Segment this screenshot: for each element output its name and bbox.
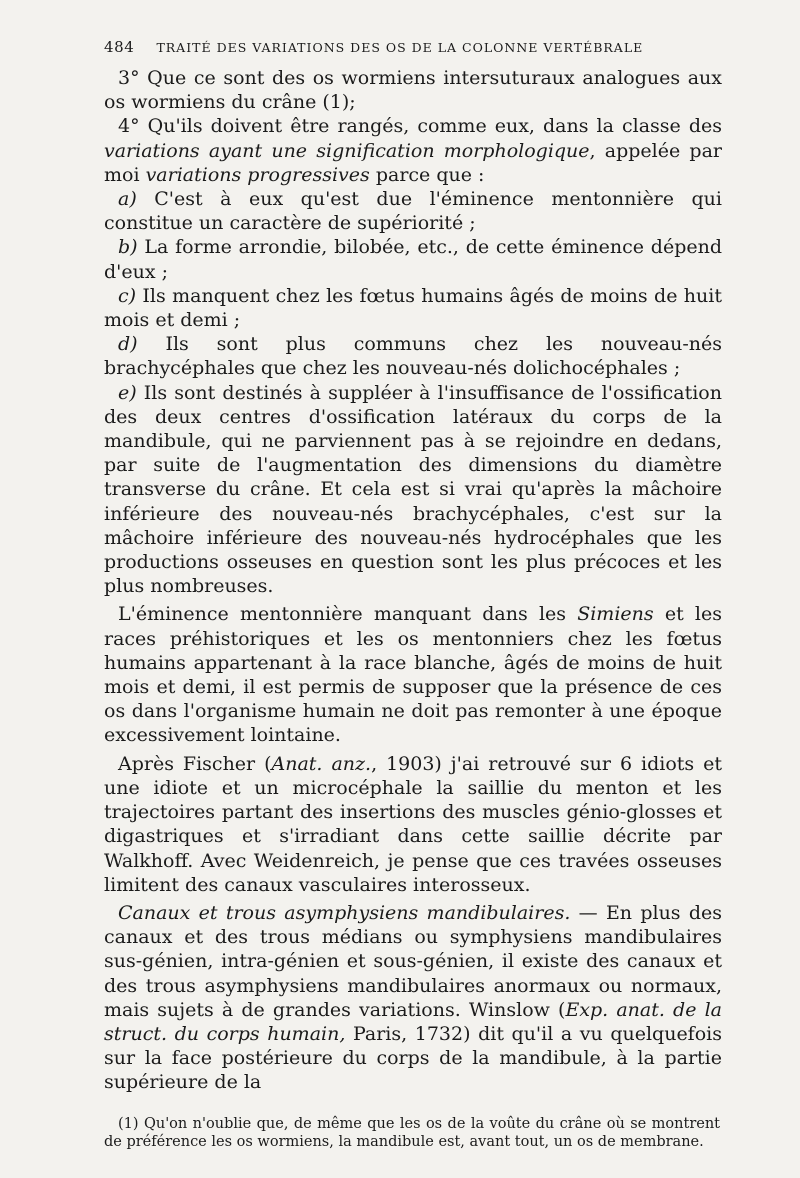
paragraph-canaux xyxy=(104,901,722,1095)
paragraph-4-text-c: parce que : xyxy=(369,163,485,186)
paragraph-fischer-text-b: , 1903) j'ai retrouvé sur 6 idiots et une idiote et un microcéphale la saillie du menton et les trajectoires partant des insertions des muscles génio-glosses et digastriques et s'irradiant dans cette saillie décrite par Walkhoff. Avec Weidenreich, je pense que ces travées osseuses limitent des canaux vasculaires interosseux. xyxy=(104,752,722,896)
item-e xyxy=(104,381,722,599)
item-c-text: Ils manquent chez les fœtus humains âgés de moins de huit mois et demi ; xyxy=(104,284,722,332)
footnote: (1) Qu'on n'oublie que, de même que les os de la voûte du crâne où se montrent de préférence les os wormiens, la mandibule est, avant tout, un os de membrane. xyxy=(104,1115,720,1150)
paragraph-fischer xyxy=(104,752,722,897)
paragraph-4-text-a: 4° Qu'ils doivent être rangés, comme eux, dans la classe des xyxy=(118,115,722,138)
item-c xyxy=(104,284,722,332)
paragraph-canaux-italic: Exp. anat. de la struct. du corps humain, xyxy=(104,998,722,1045)
item-d-text: Ils sont plus communs chez les nouveau-nés brachycéphales que chez les nouveau-nés dolichocéphales ; xyxy=(104,333,722,380)
item-b xyxy=(104,235,722,283)
paragraph-3-text: 3° Que ce sont des os wormiens intersuturaux analogues aux os wormiens du crâne (1); xyxy=(104,67,722,114)
paragraph-eminence xyxy=(104,602,722,747)
paragraph-fischer-italic: Anat. anz. xyxy=(271,752,372,775)
item-b-text: La forme arrondie, bilobée, etc., de cette éminence dépend d'eux ; xyxy=(104,236,722,283)
paragraph-canaux-text-b: Paris, 1732) dit qu'il a vu quelquefois sur la face postérieure du corps de la mandibule, à la partie supérieure de la xyxy=(104,1022,722,1094)
body-text xyxy=(104,66,722,1095)
section-heading-canaux: Canaux et trous asymphysiens mandibulaires. xyxy=(118,901,571,924)
item-e-label: e) xyxy=(118,381,137,404)
running-title: TRAITÉ DES VARIATIONS DES OS DE LA COLONNE VERTÉBRALE xyxy=(156,40,644,55)
page-number: 484 xyxy=(104,38,135,56)
paragraph-eminence-italic: Simiens xyxy=(577,603,654,626)
item-b-label: b) xyxy=(118,236,138,259)
item-e-text: Ils sont destinés à suppléer à l'insuffisance de l'ossification des deux centres d'ossification latéraux du corps de la mandibule, qui ne parviennent pas à se rejoindre en dedans, par suite de l'augmentation des dimensions du diamètre transverse du crâne. Et cela est si vrai qu'après la mâchoire inférieure des nouveau-nés brachycéphales, c'est sur la mâchoire inférieure des nouveau-nés hydrocéphales que les productions osseuses en question sont les plus précoces et les plus nombreuses. xyxy=(104,381,722,598)
paragraph-canaux-text-a: — En plus des canaux et des trous médians ou symphysiens mandibulaires sus-génien, intra-génien et sous-génien, il existe des canaux et des trous asymphysiens mandibulaires anormaux ou normaux, mais sujets à de grandes variations. Winslow ( xyxy=(104,901,722,1021)
item-d xyxy=(104,332,722,380)
item-a-label: a) xyxy=(118,188,137,211)
paragraph-fischer-text-a: Après Fischer ( xyxy=(118,752,272,775)
item-d-label: d) xyxy=(118,333,138,356)
paragraph-4 xyxy=(104,114,722,187)
paragraph-4-italic-2: variations progressives xyxy=(145,163,370,186)
running-header xyxy=(104,38,722,56)
item-c-label: c) xyxy=(118,284,137,307)
paragraph-eminence-text-a: L'éminence mentonnière manquant dans les xyxy=(118,603,578,626)
paragraph-4-text-b: , appelée par moi xyxy=(104,139,723,186)
paragraph-3 xyxy=(104,66,722,114)
paragraph-eminence-text-b: et les races préhistoriques et les os mentonniers chez les fœtus humains appartenant à la race blanche, âgés de moins de huit mois et demi, il est permis de supposer que la présence de ces os dans l'organisme humain ne doit pas remonter à une époque excessivement lointaine. xyxy=(104,603,722,747)
item-a-text: C'est à eux qu'est due l'éminence mentonnière qui constitue un caractère de supériorité ; xyxy=(104,188,722,235)
paragraph-4-italic-1: variations ayant une signification morphologique xyxy=(104,139,590,162)
item-a xyxy=(104,187,722,235)
